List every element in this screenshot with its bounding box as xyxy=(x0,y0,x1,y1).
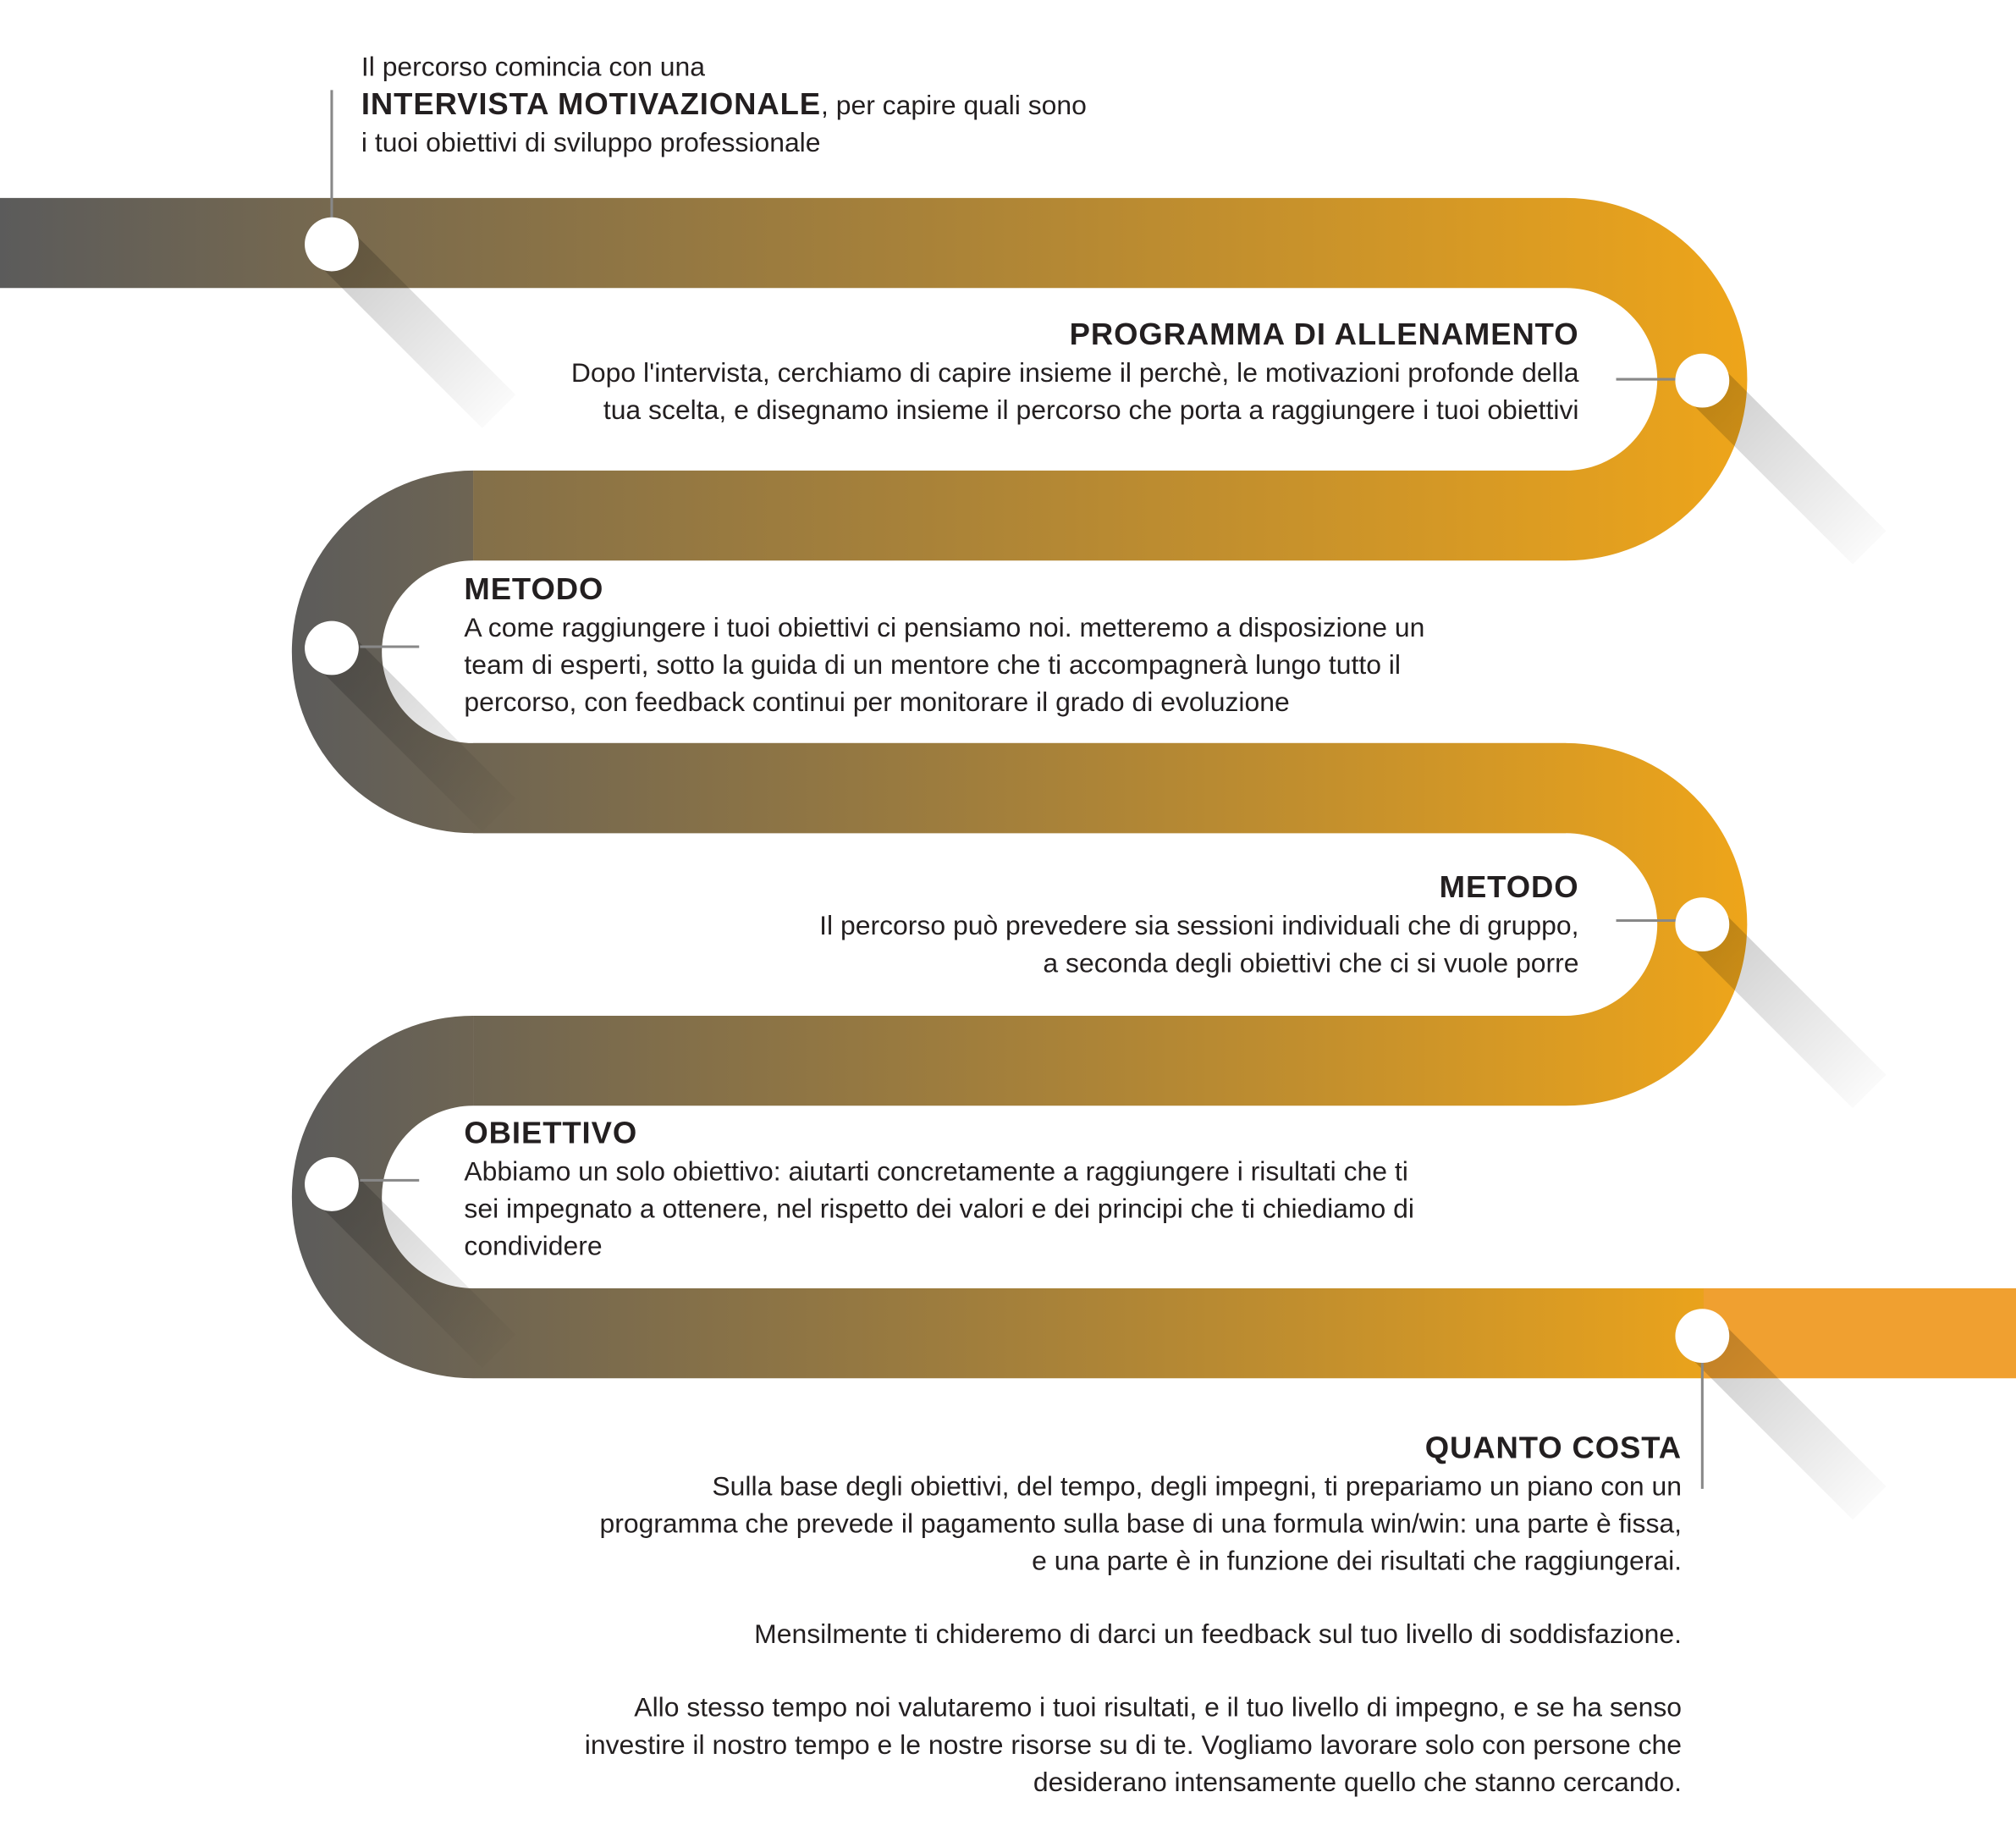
step-title: METODO xyxy=(464,571,604,607)
cost-paragraph-2: Mensilmente ti chideremo di darci un feedback sul tuo livello di soddisfazione. xyxy=(754,1619,1683,1650)
cost-paragraph-3: Allo stesso tempo noi valutaremo i tuoi risultati, e il tuo livello di impegno, e se ha senso investire il nostro tempo e le nostre risorse su di te. Vogliamo lavorare solo con persone che desiderano intensamente quello che stanno cercando. xyxy=(584,1693,1683,1798)
step-text: Abbiamo un solo obiettivo: aiutarti concretamente a raggiungere i risultati che ti sei impegnato a ottenere, nel rispetto dei valori e dei principi che ti chiediamo di condividere xyxy=(464,1157,1414,1262)
intro-block xyxy=(361,49,1287,163)
node-step-2 xyxy=(305,621,359,675)
intro-highlight: INTERVISTA MOTIVAZIONALE xyxy=(361,87,821,123)
node-cost xyxy=(1675,1309,1729,1363)
node-step-1 xyxy=(1675,354,1729,408)
cost-title: QUANTO COSTA xyxy=(1424,1431,1683,1466)
node-step-3 xyxy=(1675,897,1729,951)
node-intro xyxy=(305,218,359,272)
intro-line-3: i tuoi obiettivi di sviluppo professionale xyxy=(361,128,821,158)
step-metodo-2 xyxy=(463,869,1579,983)
step-title: METODO xyxy=(1439,870,1579,906)
cost-paragraph-1: Sulla base degli obiettivi, del tempo, degli impegni, ti prepariamo un piano con un programma che prevede il pagamento sulla base di una formula win/win: una parte è fissa, e una parte è in funzione dei risultati che raggiungerai. xyxy=(599,1472,1683,1577)
step-text: A come raggiungere i tuoi obiettivi ci pensiamo noi. metteremo a disposizione un team di esperti, sotto la guida di un mentore che ti accompagnerà lungo tutto il percorso, con feedback continui per monitorare il grado di evoluzione xyxy=(464,613,1425,718)
step-title: OBIETTIVO xyxy=(464,1116,638,1151)
intro-rest: , per capire quali sono xyxy=(820,91,1087,121)
step-text: Dopo l'intervista, cerchiamo di capire insieme il perchè, le motivazioni profonde della tua scelta, e disegnamo insieme il percorso che porta a raggiungere i tuoi obiettivi xyxy=(570,358,1579,426)
node-step-4 xyxy=(305,1157,359,1211)
intro-line-1: Il percorso comincia con una xyxy=(361,52,705,83)
cost-block xyxy=(257,1430,1682,1801)
step-metodo-1 xyxy=(464,571,1724,721)
step-obiettivo xyxy=(464,1115,1724,1265)
step-programma xyxy=(334,317,1579,430)
step-title: PROGRAMMA DI ALLENAMENTO xyxy=(1069,317,1579,353)
intro-line-2 xyxy=(361,86,1287,125)
step-text: Il percorso può prevedere sia sessioni individuali che di gruppo, a seconda degli obiettivi che ci si vuole porre xyxy=(819,911,1579,979)
